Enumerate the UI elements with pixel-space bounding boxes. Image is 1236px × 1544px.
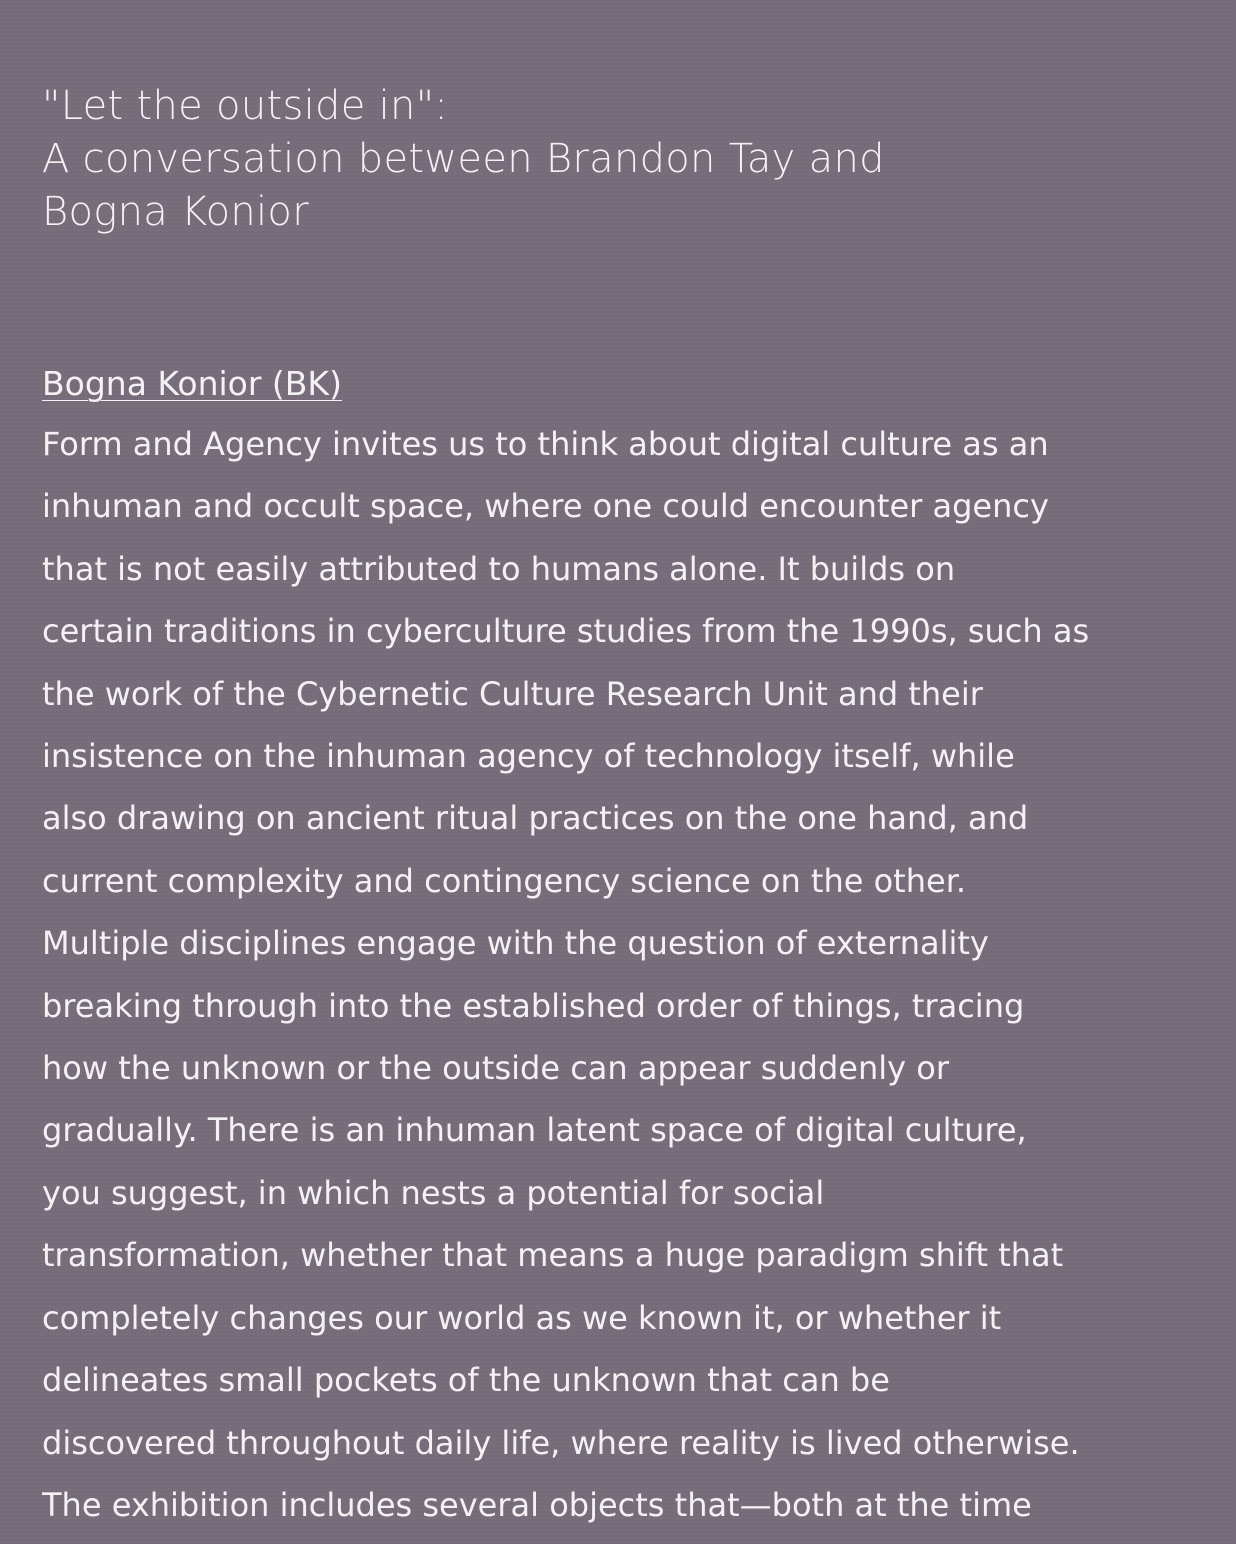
paragraph-line: gradually. There is an inhuman latent space of digital culture, (42, 1111, 1027, 1150)
paragraph-line: breaking through into the established order of things, tracing (42, 986, 1025, 1025)
article-page (42, 0, 1212, 1544)
title-line: "Let the outside in": (42, 83, 449, 129)
paragraph-line: certain traditions in cyberculture studies from the 1990s, such as (42, 612, 1090, 651)
title-line: A conversation between Brandon Tay and (42, 136, 885, 182)
article-title (42, 0, 1212, 239)
paragraph-line: that is not easily attributed to humans alone. It builds on (42, 549, 956, 588)
title-line: Bogna Konior (42, 189, 309, 235)
paragraph-line: the work of the Cybernetic Culture Research Unit and their (42, 674, 983, 713)
paragraph-line: Multiple disciplines engage with the question of externality (42, 924, 989, 963)
paragraph-line: discovered throughout daily life, where reality is lived otherwise. (42, 1423, 1080, 1462)
body-paragraph (42, 413, 1212, 1536)
paragraph-line: delineates small pockets of the unknown that can be (42, 1361, 890, 1400)
paragraph-line: you suggest, in which nests a potential for social (42, 1173, 825, 1212)
paragraph-line: completely changes our world as we known it, or whether it (42, 1298, 1002, 1337)
speaker-link[interactable]: Bogna Konior (BK) (42, 364, 342, 403)
paragraph-line: current complexity and contingency science on the other. (42, 861, 967, 900)
paragraph-line: how the unknown or the outside can appear suddenly or (42, 1049, 949, 1088)
paragraph-line: transformation, whether that means a huge paradigm shift that (42, 1236, 1064, 1275)
paragraph-line: inhuman and occult space, where one could encounter agency (42, 487, 1049, 526)
paragraph-line: also drawing on ancient ritual practices on the one hand, and (42, 799, 1029, 838)
paragraph-line: The exhibition includes several objects that—both at the time (42, 1485, 1032, 1524)
paragraph-line: Form and Agency invites us to think about digital culture as an (42, 425, 1049, 463)
paragraph-line: insistence on the inhuman agency of technology itself, while (42, 737, 1015, 776)
